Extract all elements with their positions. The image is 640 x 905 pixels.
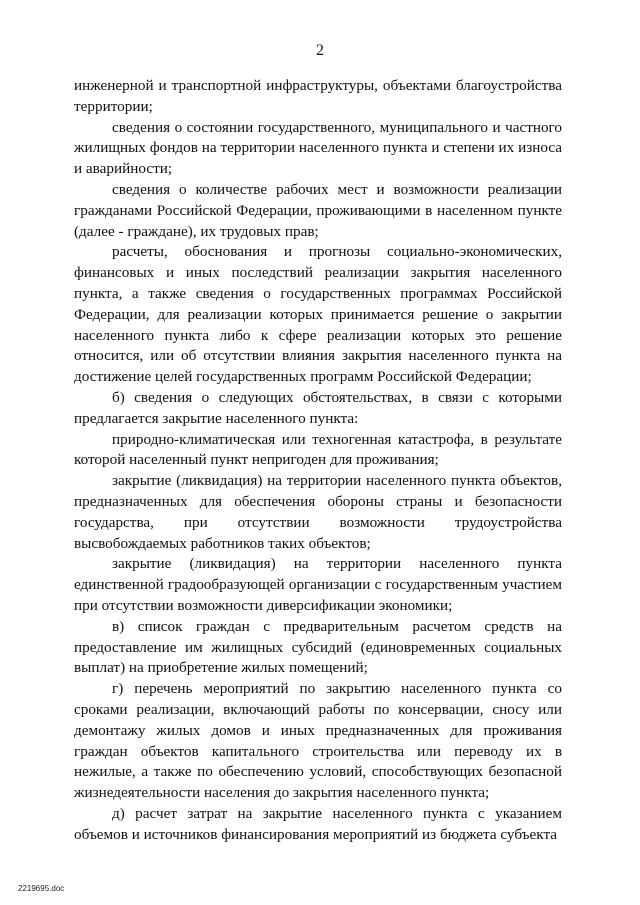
paragraph-town-forming-org: закрытие (ликвидация) на территории населенного пункта единственной градообразующей организации с государственным участием при отсутствии возможности диверсификации экономики; bbox=[74, 555, 562, 614]
paragraph-jobs: сведения о количестве рабочих мест и возможности реализации гражданами Российской Федерации, проживающими в населенном пункте (далее - граждане), их трудовых прав; bbox=[74, 180, 562, 240]
paragraph-housing-stock: сведения о состоянии государственного, муниципального и частного жилищных фондов на территории населенного пункта и степени их износа и аварийности; bbox=[74, 118, 562, 178]
paragraph-item-v: в) список граждан с предварительным расчетом средств на предоставление им жилищных субсидий (единовременных социальных выплат) на приобретение жилых помещений; bbox=[74, 617, 562, 677]
page-number: 2 bbox=[316, 42, 324, 59]
paragraph-defense-objects: закрытие (ликвидация) на территории населенного пункта объектов, предназначенных для обеспечения обороны страны и безопасности государства, при отсутствии возможности трудоустройства высвобождаемых работников таких объектов; bbox=[74, 472, 562, 552]
paragraph-forecasts: расчеты, обоснования и прогнозы социально-экономических, финансовых и иных последствий реализации закрытия населенного пункта, а также сведения о государственных программах Российской Федерации, для реализации которых принимается решение о закрытии населенного пункта либо к сфере реализации которых это решение относится, или об отсутствии влияния закрытия населенного пункта на достижение целей государственных программ Российской Федерации; bbox=[74, 243, 562, 386]
paragraph-infrastructure-continued: инженерной и транспортной инфраструктуры, объектами благоустройства территории; bbox=[74, 77, 562, 115]
document-body bbox=[74, 76, 562, 845]
paragraph-item-d: д) расчет затрат на закрытие населенного пункта с указанием объемов и источников финансирования мероприятий из бюджета субъекта bbox=[74, 804, 562, 843]
paragraph-item-b: б) сведения о следующих обстоятельствах, в связи с которыми предлагается закрытие населенного пункта: bbox=[74, 388, 562, 427]
paragraph-catastrophe: природно-климатическая или техногенная катастрофа, в результате которой населенный пункт непригоден для проживания; bbox=[74, 430, 562, 469]
document-footer: 2219695.doc bbox=[18, 884, 65, 893]
paragraph-item-g: г) перечень мероприятий по закрытию населенного пункта со сроками реализации, включающий работы по консервации, сносу или демонтажу жилых домов и иных предназначенных для проживания граждан объектов капитального строительства или переводу их в нежилые, а также по обеспечению условий, способствующих безопасной жизнедеятельности населения до закрытия населенного пункта; bbox=[74, 680, 562, 802]
